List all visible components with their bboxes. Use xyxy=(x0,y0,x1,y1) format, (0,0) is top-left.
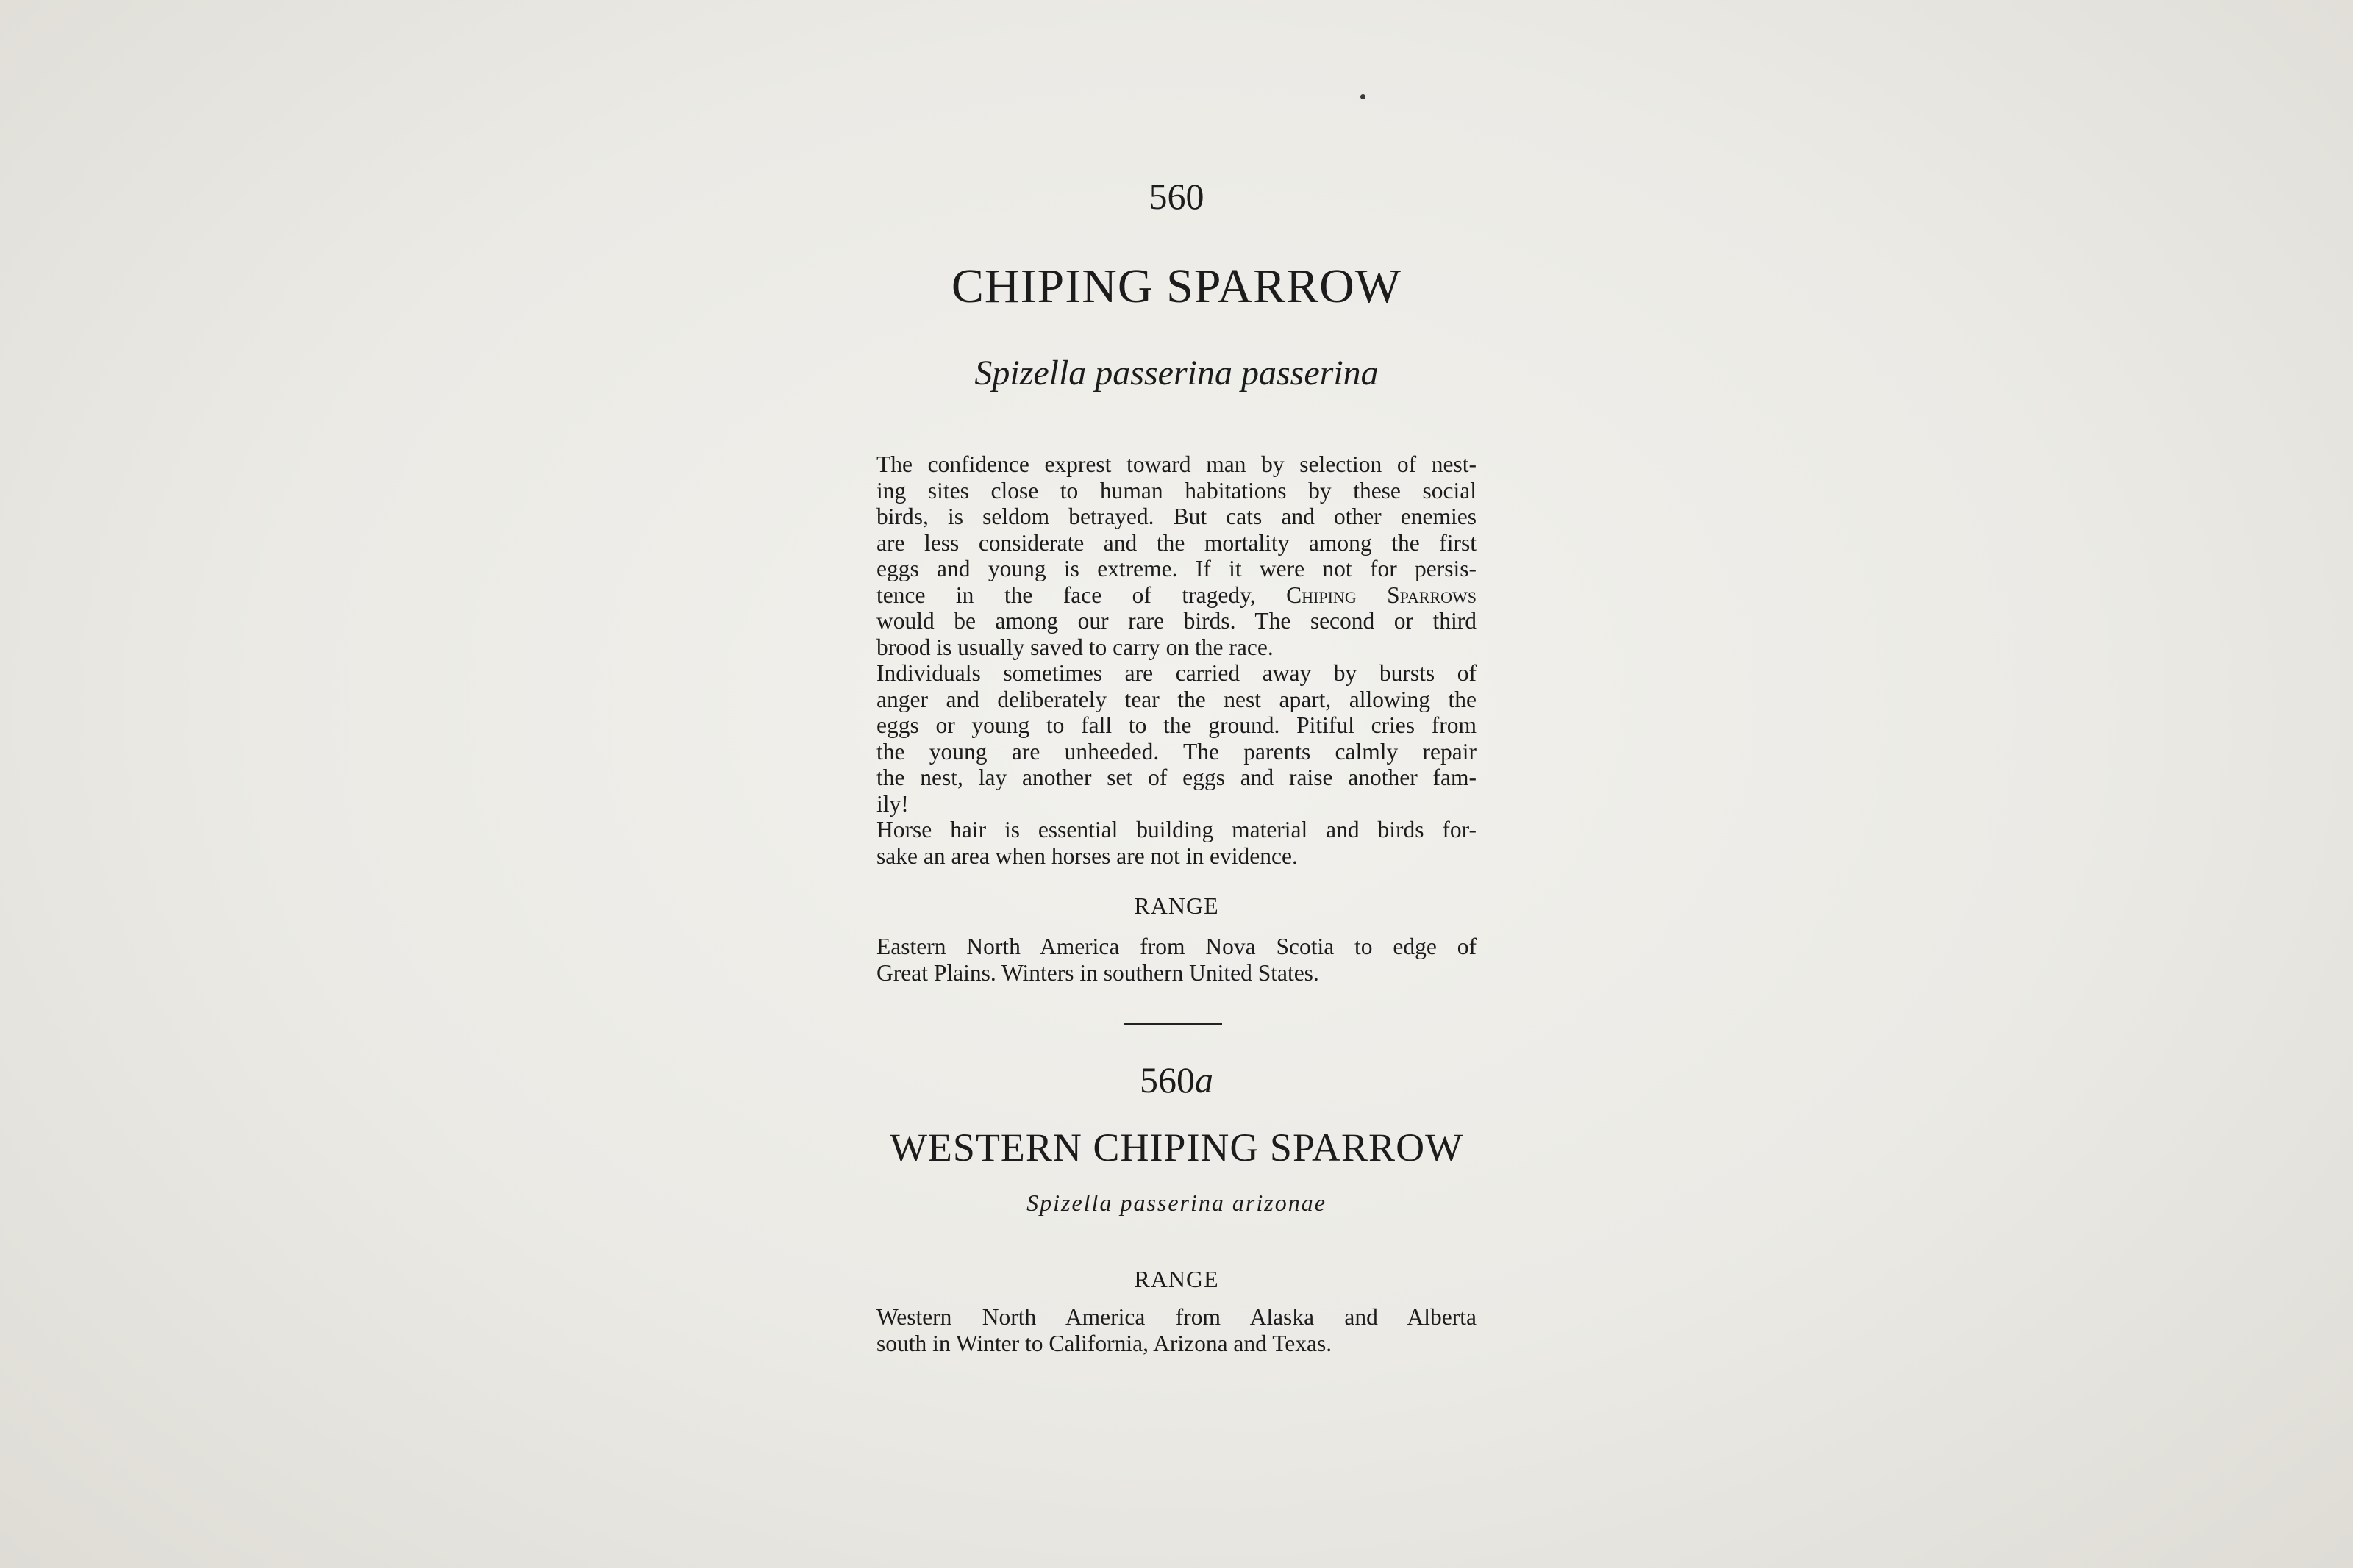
description-line: eggs and young is extreme. If it were not for persis- xyxy=(876,556,1477,581)
description-line-part: tence in the face of tragedy, xyxy=(876,581,1256,608)
description-line: the young are unheeded. The parents calmly repair xyxy=(876,738,1477,765)
description-line: are less considerate and the mortality among the first xyxy=(876,529,1477,556)
section-divider xyxy=(1124,1023,1222,1025)
range-text xyxy=(876,934,1477,986)
species-name-smallcaps: Chiping Sparrows xyxy=(1286,581,1477,608)
species-description xyxy=(876,451,1477,869)
description-line: ing sites close to human habitations by these social xyxy=(876,477,1477,504)
range-line: Eastern North America from Nova Scotia to edge of xyxy=(876,934,1477,959)
description-line: Individuals sometimes are carried away by bursts of xyxy=(876,660,1477,686)
description-line: ily! xyxy=(876,790,909,817)
description-line: eggs or young to fall to the ground. Pitiful cries from xyxy=(876,712,1477,738)
subspecies-scientific-name: Spizella passerina arizonae xyxy=(1026,1189,1327,1216)
description-line-with-smallcaps xyxy=(876,582,1477,609)
species-common-name: CHIPING SPARROW xyxy=(951,259,1402,313)
range-heading: RANGE xyxy=(1134,892,1219,919)
subspecies-common-name: WESTERN CHIPING SPARROW xyxy=(889,1125,1464,1170)
subspecies-range-heading: RANGE xyxy=(1134,1266,1219,1292)
description-line: would be among our rare birds. The second or third xyxy=(876,608,1477,634)
description-line: brood is usually saved to carry on the race. xyxy=(876,634,1274,660)
description-line: Horse hair is essential building material and birds for- xyxy=(876,817,1477,842)
species-number: 560 xyxy=(1149,176,1204,217)
description-line: anger and deliberately tear the nest apart, allowing the xyxy=(876,686,1477,712)
description-line: birds, is seldom betrayed. But cats and other enemies xyxy=(876,504,1477,529)
subspecies-number-digits: 560 xyxy=(1140,1059,1195,1100)
range-line: Great Plains. Winters in southern United States. xyxy=(876,959,1319,986)
species-scientific-name: Spizella passerina passerina xyxy=(974,354,1379,393)
ink-speck xyxy=(1360,94,1365,99)
description-line: sake an area when horses are not in evidence. xyxy=(876,842,1298,869)
description-line: the nest, lay another set of eggs and raise another fam- xyxy=(876,765,1477,790)
subspecies-range-text xyxy=(876,1304,1477,1356)
subspecies-number xyxy=(0,1059,2353,1101)
description-line: The confidence exprest toward man by selection of nest- xyxy=(876,451,1477,477)
subspecies-range-line: Western North America from Alaska and Alberta xyxy=(876,1304,1477,1330)
subspecies-number-suffix: a xyxy=(1195,1059,1213,1100)
subspecies-range-line: south in Winter to California, Arizona and Texas. xyxy=(876,1330,1332,1356)
